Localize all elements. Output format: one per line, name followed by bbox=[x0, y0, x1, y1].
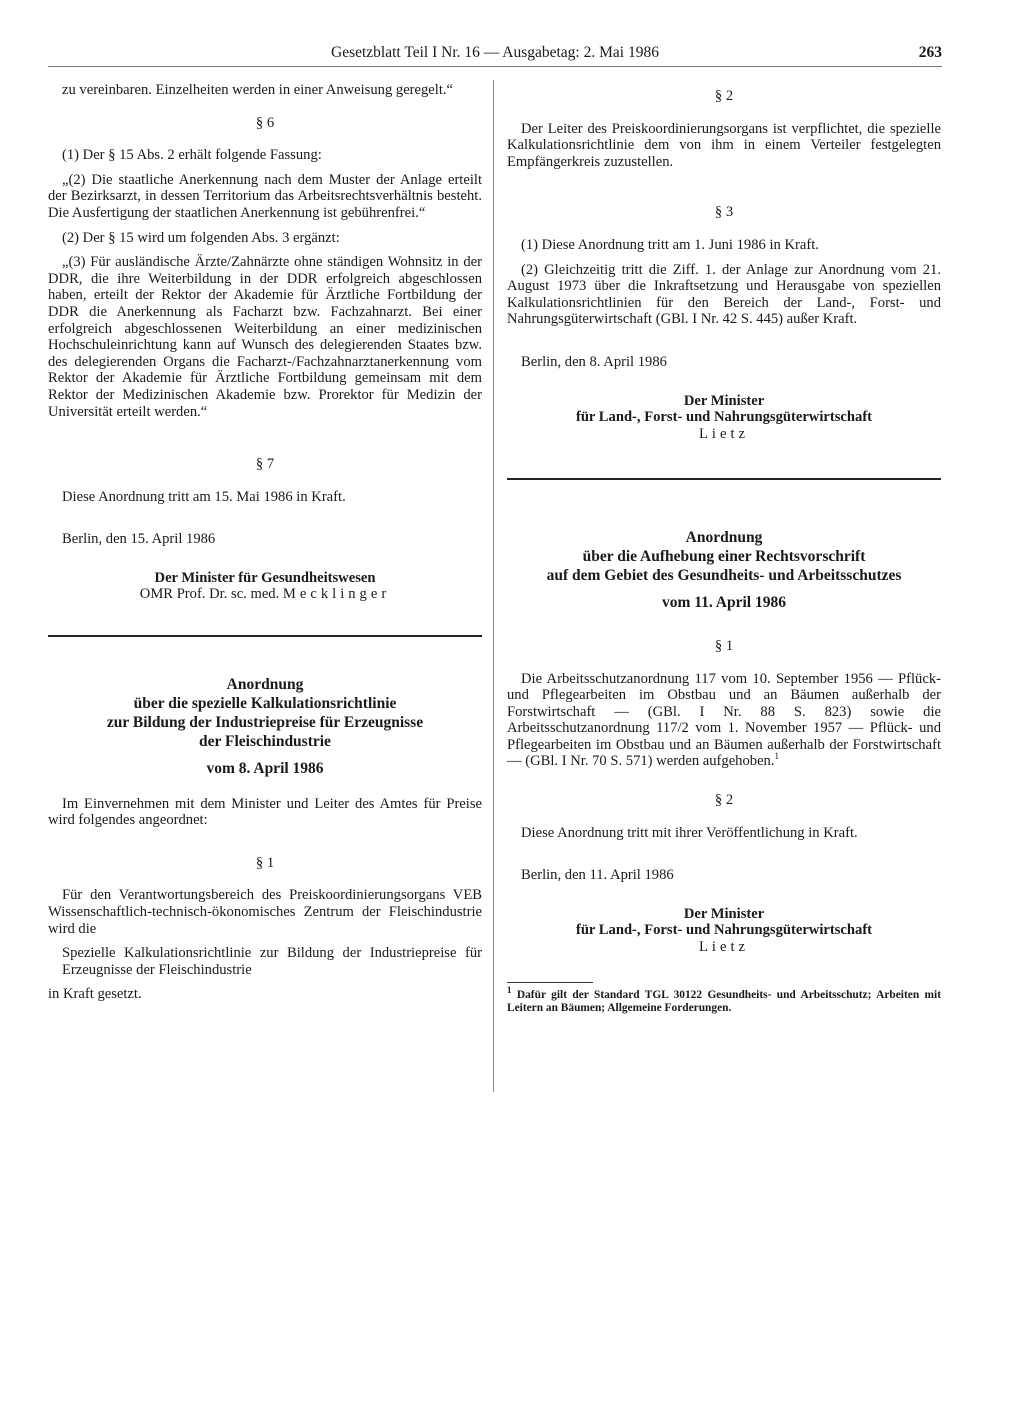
ordinance-3-section-2-text: Diese Anordnung tritt mit ihrer Veröffentlichung in Kraft. bbox=[521, 824, 858, 841]
ordinance-2-intro: Im Einvernehmen mit dem Minister und Leiter des Amtes für Preise wird folgendes angeordnet: bbox=[48, 795, 482, 829]
ordinance-2-title-line: über die spezielle Kalkulationsrichtlinie bbox=[133, 695, 397, 713]
section-2-text: Der Leiter des Preiskoordinierungsorgans ist verpflichtet, die spezielle Kalkulationsrichtlinie dem von ihm in einem Verteiler festgelegten Empfängerkreis zuzustellen. bbox=[507, 120, 941, 170]
ordinance-2-title-line: der Fleischindustrie bbox=[199, 733, 331, 751]
signature-title-2: für Land-, Forst- und Nahrungsgüterwirtschaft bbox=[575, 409, 873, 426]
page-number: 263 bbox=[918, 44, 942, 61]
ordinance-2-section-1-end: in Kraft gesetzt. bbox=[48, 986, 142, 1003]
column-divider bbox=[493, 80, 494, 1092]
ordinance-3-date: vom 11. April 1986 bbox=[661, 594, 786, 612]
signature-prefix: OMR Prof. Dr. sc. med. bbox=[139, 586, 280, 603]
section-2-heading: § 2 bbox=[714, 88, 734, 104]
page-header bbox=[48, 44, 942, 67]
footnote-text: Dafür gilt der Standard TGL 30122 Gesundheits- und Arbeitsschutz; Arbeiten mit Leitern an Bäumen; Allgemeine Forderungen. bbox=[507, 988, 941, 1014]
section-3-heading: § 3 bbox=[714, 204, 734, 221]
ordinance-2-title bbox=[48, 675, 482, 751]
ordinance-3-title bbox=[507, 528, 941, 585]
ordinance-2-section-1-text: Für den Verantwortungsbereich des Preiskoordinierungsorgans VEB Wissenschaftlich-technisch-ökonomisches Zentrum der Fleischindustrie wird die bbox=[48, 887, 482, 937]
separator-rule bbox=[48, 635, 482, 637]
signature2-name: Lietz bbox=[699, 939, 749, 956]
section-6-quote-1: „(2) Die staatliche Anerkennung nach dem Muster der Anlage erteilt der Bezirksarzt, in dessen Territorium das Arbeitsrechtsverhältnis besteht. Die Ausfertigung der staatlichen Anerkennung ist gebührenfrei.“ bbox=[48, 171, 482, 221]
ordinance-2-title-line: zur Bildung der Industriepreise für Erzeugnisse bbox=[106, 714, 424, 732]
section-6-para-1: (1) Der § 15 Abs. 2 erhält folgende Fassung: bbox=[62, 147, 322, 164]
section-6-para-2: (2) Der § 15 wird um folgenden Abs. 3 ergänzt: bbox=[62, 229, 340, 246]
signature-block-right-2 bbox=[507, 906, 941, 956]
section-6-quote-2: „(3) Für ausländische Ärzte/Zahnärzte ohne ständigen Wohnsitz in der DDR, die ihre Weiterbildung in der DDR erfolgreich abgeschlossen haben, erteilt der Rektor der Akademie für Ärztliche Fortbildung der DDR die Anerkennung als Facharzt bzw. Fachzahnarzt. Bei einer erfolgreich abgeschlossenen Weiterbildung an einer medizinischen Hochschuleinrichtung kann auf Wunsch des delegierenden Staates bzw. des delegierenden Organs die Facharzt-/Fachzahnarztanerkennung vom Rektor der Akademie für Ärztliche Fortbildung gemeinsam mit dem Rektor der Medizinischen Akademie bzw. Prorektor für Medizin der Universität erteilt werden.“ bbox=[48, 254, 482, 420]
section-3-para-1: (1) Diese Anordnung tritt am 1. Juni 1986 in Kraft. bbox=[521, 236, 819, 253]
header-title: Gesetzblatt Teil I Nr. 16 — Ausgabetag: 2. Mai 1986 bbox=[331, 44, 659, 61]
footnote-rule bbox=[507, 982, 593, 983]
footnote-reference: 1 bbox=[774, 751, 779, 762]
place-date-right: Berlin, den 8. April 1986 bbox=[521, 353, 667, 370]
footnote bbox=[507, 984, 941, 1015]
signature-block bbox=[48, 570, 482, 603]
ordinance-3-section-1-text bbox=[507, 671, 941, 771]
section-7-heading: § 7 bbox=[255, 456, 275, 473]
section-7-text: Diese Anordnung tritt am 15. Mai 1986 in Kraft. bbox=[62, 488, 346, 505]
signature-name-right: Lietz bbox=[699, 425, 749, 442]
right-column bbox=[507, 82, 941, 1015]
signature2-title-1: Der Minister bbox=[683, 905, 765, 922]
ordinance-3-section-1-body: Die Arbeitsschutzanordnung 117 vom 10. September 1956 — Pflück- und Pflegearbeiten im Obstbau und an Bäumen außerhalb der Forstwirtschaft — (GBl. I Nr. 88 S. 823) sowie die Arbeitsschutzanordnung 117/2 vom 1. November 1957 — Pflück- und Pflegearbeiten im Obstbau und an Bäumen außerhalb der Forstwirtschaft — (GBl. I Nr. 70 S. 571) werden aufgehoben. bbox=[507, 670, 941, 770]
ordinance-2-section-1-heading: § 1 bbox=[255, 854, 275, 871]
signature-name: Mecklinger bbox=[282, 586, 391, 603]
section-3-para-2: (2) Gleichzeitig tritt die Ziff. 1. der Anlage zur Anordnung vom 21. August 1973 über die Inkraftsetzung und Herausgabe von speziellen Kalkulationsrichtlinien für den Bereich der Land-, Forst- und Nahrungsgüterwirtschaft (GBl. I Nr. 42 S. 445) außer Kraft. bbox=[507, 261, 941, 328]
ordinance-3-section-1-heading: § 1 bbox=[714, 637, 734, 654]
place-date: Berlin, den 15. April 1986 bbox=[62, 531, 216, 548]
section-6-heading: § 6 bbox=[255, 114, 275, 131]
signature-block-right bbox=[507, 393, 941, 443]
intro-text: zu vereinbaren. Einzelheiten werden in einer Anweisung geregelt.“ bbox=[62, 82, 454, 98]
ordinance-2-section-1-item: Spezielle Kalkulationsrichtlinie zur Bildung der Industriepreise für Erzeugnisse der Fleischindustrie bbox=[62, 945, 482, 978]
ordinance-3-title-line: auf dem Gebiet des Gesundheits- und Arbeitsschutzes bbox=[546, 567, 902, 585]
signature-title-1: Der Minister bbox=[683, 392, 765, 409]
ordinance-2-title-line: Anordnung bbox=[226, 676, 304, 694]
separator-rule-right bbox=[507, 478, 941, 480]
ordinance-3-section-2-heading: § 2 bbox=[714, 792, 734, 809]
signature-line bbox=[48, 586, 482, 603]
footnote-mark: 1 bbox=[507, 984, 512, 995]
ordinance-3-title-line: Anordnung bbox=[685, 529, 763, 547]
signature2-title-2: für Land-, Forst- und Nahrungsgüterwirtschaft bbox=[575, 922, 873, 939]
ordinance-3-title-line: über die Aufhebung einer Rechtsvorschrift bbox=[582, 548, 866, 566]
left-column bbox=[48, 82, 482, 1011]
signature-title: Der Minister für Gesundheitswesen bbox=[154, 569, 376, 586]
place-date-right-2: Berlin, den 11. April 1986 bbox=[521, 867, 674, 884]
ordinance-2-date: vom 8. April 1986 bbox=[206, 760, 324, 778]
